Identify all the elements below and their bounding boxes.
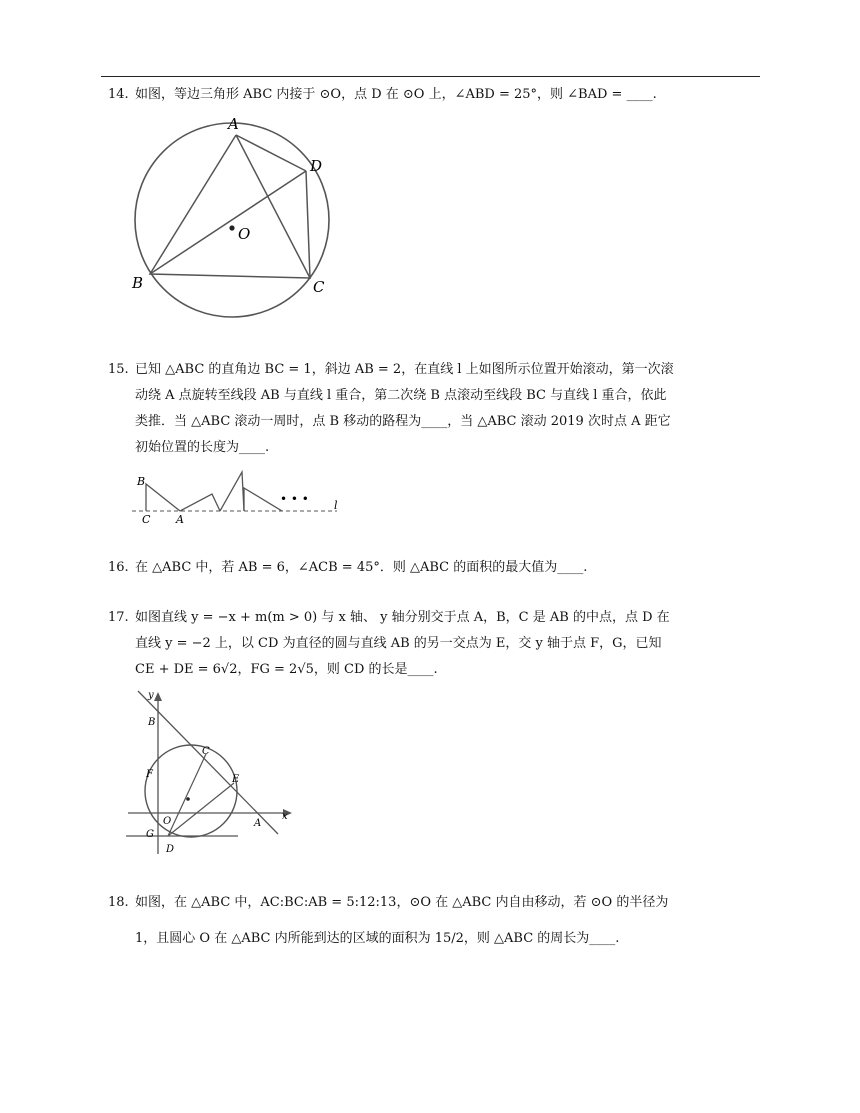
continuation-dots: • • • <box>280 492 309 506</box>
label-e: E <box>232 774 240 785</box>
question-14 <box>108 82 763 108</box>
question-text-line: 已知 △ABC 的直角边 BC = 1，斜边 AB = 2，在直线 l 上如图所示位置开始滚动，第一次滚 <box>135 362 674 377</box>
top-rule <box>101 76 760 77</box>
rolling-triangle-figure <box>132 466 347 526</box>
label-c: C <box>313 278 325 296</box>
circle-triangle-figure <box>128 108 333 330</box>
label-l: l <box>334 499 338 512</box>
question-text-line: 动绕 A 点旋转至线段 AB 与直线 l 重合，第二次绕 B 点滚动至线段 BC 与直线 l 重合，依此 <box>135 388 667 403</box>
question-text-line: 如图，在 △ABC 中，AC:BC:AB = 5:12:13，⊙O 在 △ABC 内自由移动，若 ⊙O 的半径为 <box>135 895 669 910</box>
question-15 <box>108 357 763 461</box>
question-text-line: 如图，等边三角形 ABC 内接于 ⊙O，点 D 在 ⊙O 上，∠ABD = 25°，则 ∠BAD = ____. <box>135 87 657 102</box>
label-g: G <box>146 829 154 840</box>
question-text-line: CE + DE = 6√2，FG = 2√5，则 CD 的长是____. <box>135 662 438 677</box>
label-d: D <box>166 844 175 855</box>
label-a: A <box>254 818 262 829</box>
question-number: 16. <box>108 560 129 575</box>
label-x: x <box>282 811 288 822</box>
question-18 <box>108 890 763 952</box>
label-a: A <box>176 513 184 526</box>
label-o: O <box>163 816 172 827</box>
label-b: B <box>148 717 156 728</box>
question-number: 18. <box>108 895 129 910</box>
question-16 <box>108 555 763 581</box>
label-d: D <box>310 157 323 175</box>
question-17 <box>108 605 763 683</box>
question-number: 14. <box>108 87 129 102</box>
label-o: O <box>238 225 251 243</box>
question-number: 17. <box>108 610 129 625</box>
question-text-line: 如图直线 y = −x + m(m > 0) 与 x 轴、 y 轴分别交于点 A，B，C 是 AB 的中点，点 D 在 <box>135 610 670 625</box>
label-f: F <box>146 769 153 780</box>
question-number: 15. <box>108 362 129 377</box>
label-b: B <box>132 274 144 292</box>
question-text-line: 1，且圆心 O 在 △ABC 内所能到达的区域的面积为 15/2，则 △ABC 的周长为____. <box>135 931 620 946</box>
label-b: B <box>137 475 146 488</box>
coordinate-circle-figure <box>126 686 306 858</box>
label-y: y <box>148 690 154 701</box>
label-c: C <box>142 513 151 526</box>
question-text-line: 直线 y = −2 上，以 CD 为直径的圆与直线 AB 的另一交点为 E，交 y 轴于点 F，G，已知 <box>135 636 662 651</box>
question-text-line: 在 △ABC 中，若 AB = 6，∠ACB = 45°．则 △ABC 的面积的最大值为____. <box>135 560 588 575</box>
question-text-line: 类推．当 △ABC 滚动一周时，点 B 移动的路程为____，当 △ABC 滚动 2019 次时点 A 距它 <box>135 414 671 429</box>
question-text-line: 初始位置的长度为____. <box>135 440 270 455</box>
label-c: C <box>202 746 210 757</box>
label-a: A <box>228 115 239 133</box>
